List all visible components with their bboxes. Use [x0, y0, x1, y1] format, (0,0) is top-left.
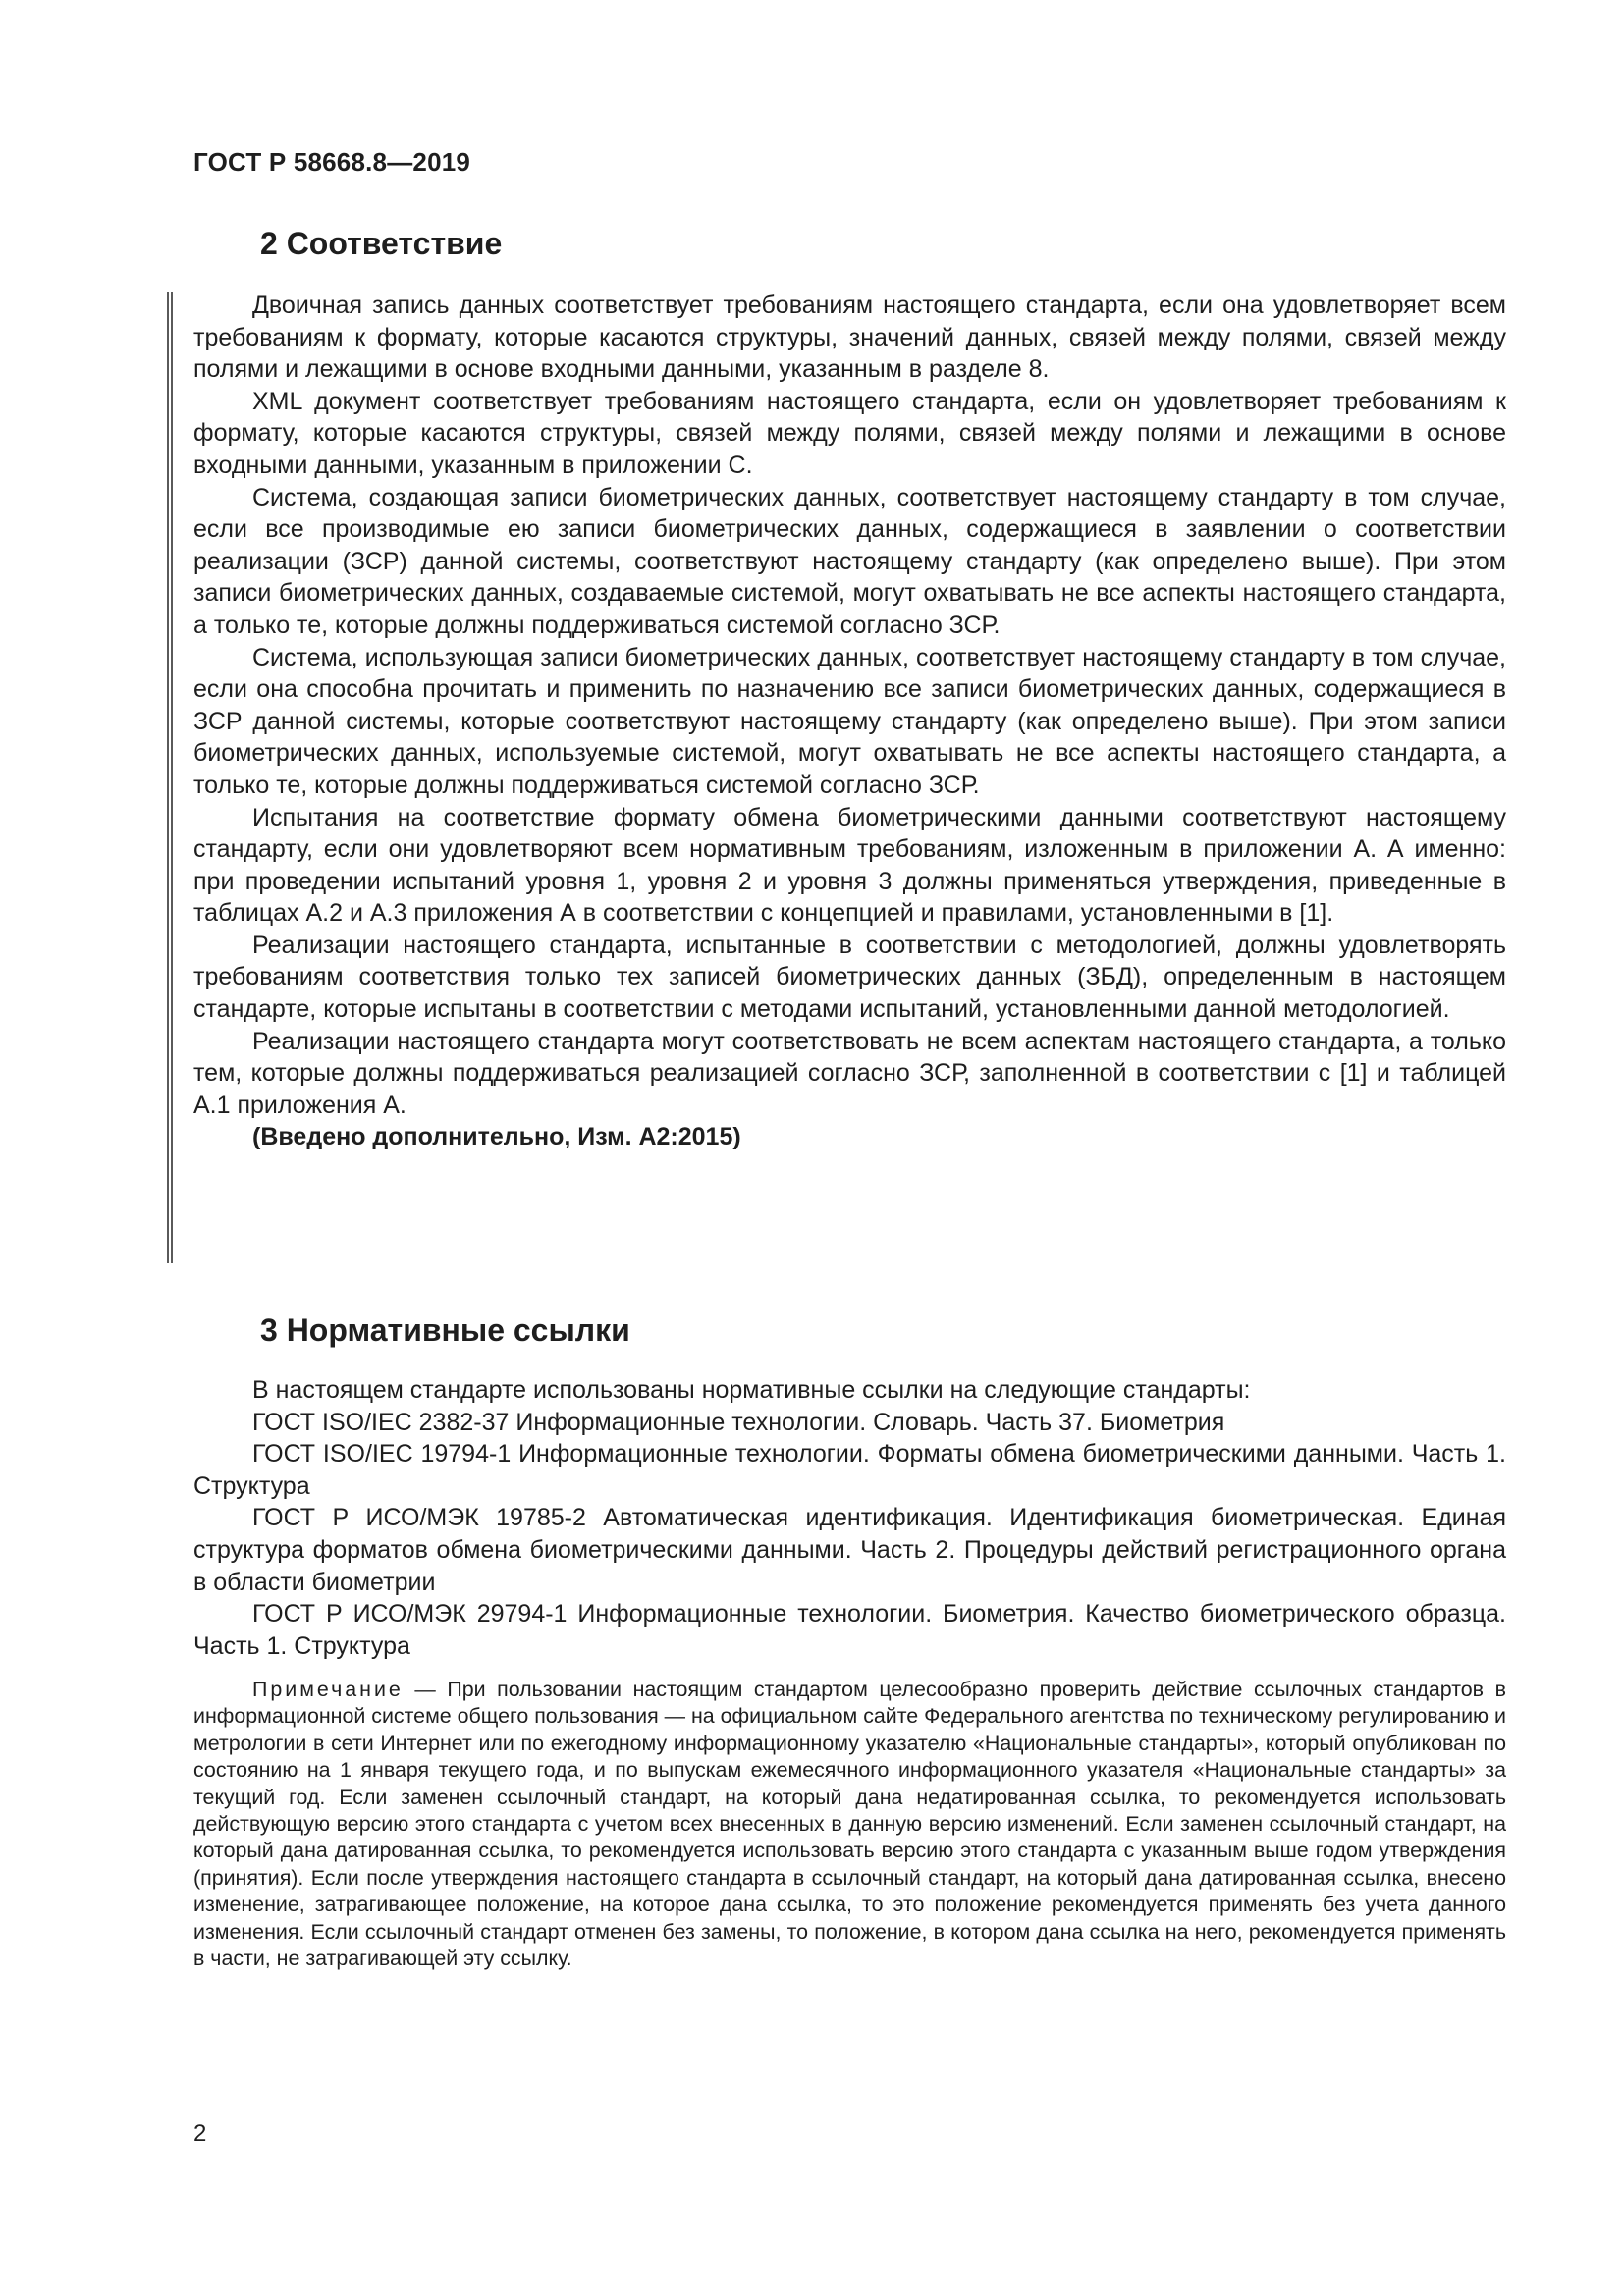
paragraph: Реализации настоящего стандарта могут соответствовать не всем аспектам настоящего стандарта, а только тем, которые должны поддерживаться реализацией согласно ЗСР, заполненной в соответствии с [1] и таблицей А.1 приложения А.: [193, 1027, 1506, 1119]
note-text: — При пользовании настоящим стандартом целесообразно проверить действие ссылочных стандартов в информационной системе общего пользования — на официальном сайте Федерального агентства по техническому регулированию и метрологии в сети Интернет или по ежегодному информационному указателю «Национальные стандарты», который опубликован по состоянию на 1 января текущего года, и по выпускам ежемесячного информационного указателя «Национальные стандарты» за текущий год. Если заменен ссылочный стандарт, на который дана недатированная ссылка, то рекомендуется использовать действующую версию этого стандарта с учетом всех внесенных в данную версию изменений. Если заменен ссылочный стандарт, на который дана датированная ссылка, то рекомендуется использовать версию этого стандарта с указанным выше годом утверждения (принятия). Если после утверждения настоящего стандарта в ссылочный стандарт, на который дана датированная ссылка, внесено изменение, затрагивающее положение, на которое дана ссылка, то это положение рекомендуется применять без учета данного изменения. Если ссылочный стандарт отменен без замены, то положение, в котором дана ссылка на него, рекомендуется применять в части, не затрагивающей эту ссылку.: [193, 1678, 1506, 1971]
paragraph: Реализации настоящего стандарта, испытанные в соответствии с методологией, должны удовлетворять требованиям соответствия только тех записей биометрических данных (ЗБД), определенным в настоящем стандарте, которые испытаны в соответствии с методами испытаний, установленными данной методологией.: [193, 931, 1506, 1024]
change-bar: [167, 292, 173, 1263]
note: [193, 1677, 1506, 1972]
page-number: 2: [193, 2120, 207, 2147]
amendment-note: (Введено дополнительно, Изм. А2:2015): [252, 1123, 741, 1151]
reference-item: ГОСТ ISO/IEC 19794-1 Информационные технологии. Форматы обмена биометрическими данными. Часть 1. Структура: [193, 1440, 1506, 1500]
section-2-title: 2 Соответствие: [260, 226, 503, 261]
paragraph: XML документ соответствует требованиям настоящего стандарта, если он удовлетворяет требованиям к формату, которые касаются структуры, связей между полями, связей между полями и лежащими в основе входными данными, указанным в приложении С.: [193, 387, 1506, 479]
page-header: ГОСТ Р 58668.8—2019: [193, 147, 471, 177]
section-2-body: [193, 290, 1506, 1153]
paragraph: Система, создающая записи биометрических данных, соответствует настоящему стандарту в том случае, если все производимые ею записи биометрических данных, содержащиеся в заявлении о соответствии реализации (ЗСР) данной системы, соответствуют настоящему стандарту (как определено выше). При этом записи биометрических данных, создаваемые системой, могут охватывать не все аспекты настоящего стандарта, а только те, которые должны поддерживаться системой согласно ЗСР.: [193, 483, 1506, 639]
reference-item: ГОСТ Р ИСО/МЭК 19785-2 Автоматическая идентификация. Идентификация биометрическая. Единая структура форматов обмена биометрическими данными. Часть 2. Процедуры действий регистрационного органа в области биометрии: [193, 1504, 1506, 1596]
section-3-body: [193, 1374, 1506, 1662]
paragraph: Двоичная запись данных соответствует требованиям настоящего стандарта, если она удовлетворяет всем требованиям к формату, которые касаются структуры, значений данных, связей между полями, связей между полями и лежащими в основе входными данными, указанным в разделе 8.: [193, 292, 1506, 384]
section-3-title: 3 Нормативные ссылки: [260, 1312, 630, 1348]
paragraph: Система, использующая записи биометрических данных, соответствует настоящему стандарту в том случае, если она способна прочитать и применить по назначению все записи биометрических данных, содержащиеся в ЗСР данной системы, которые соответствуют настоящему стандарту (как определено выше). При этом записи биометрических данных, используемые системой, могут охватывать не все аспекты настоящего стандарта, а только те, которые должны поддерживаться системой согласно ЗСР.: [193, 643, 1506, 799]
paragraph: Испытания на соответствие формату обмена биометрическими данными соответствуют настоящему стандарту, если они удовлетворяют всем нормативным требованиям, изложенным в приложении А. А именно: при проведении испытаний уровня 1, уровня 2 и уровня 3 должны применяться утверждения, приведенные в таблицах А.2 и А.3 приложения А в соответствии с концепцией и правилами, установленными в [1].: [193, 803, 1506, 928]
reference-item: ГОСТ ISO/IEC 2382-37 Информационные технологии. Словарь. Часть 37. Биометрия: [252, 1408, 1225, 1436]
references-intro: В настоящем стандарте использованы нормативные ссылки на следующие стандарты:: [252, 1376, 1251, 1404]
note-label: Примечание: [252, 1678, 404, 1701]
reference-item: ГОСТ Р ИСО/МЭК 29794-1 Информационные технологии. Биометрия. Качество биометрического образца. Часть 1. Структура: [193, 1600, 1506, 1660]
